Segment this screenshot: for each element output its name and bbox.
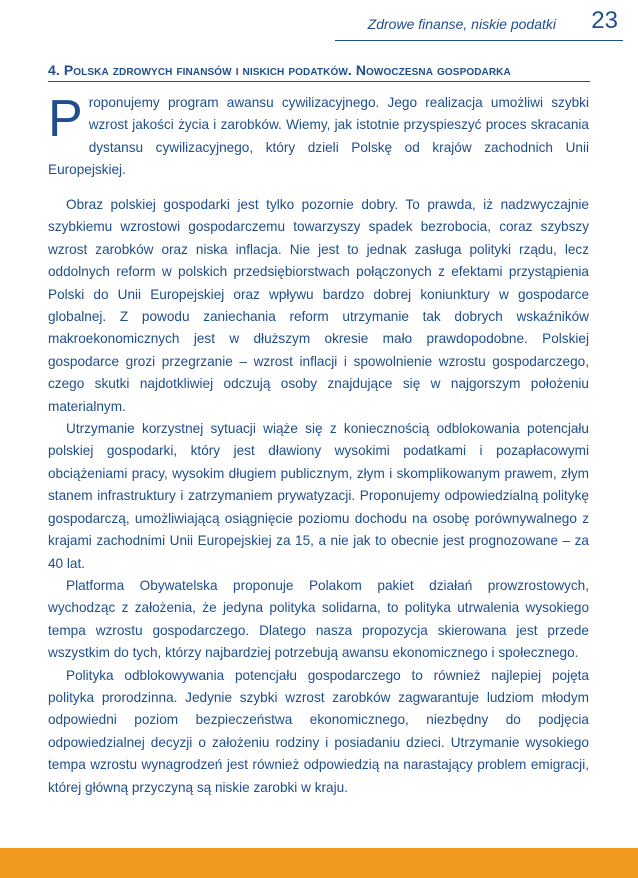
paragraph-5: Polityka odblokowywania potencjału gospodarczego to również najlepiej pojęta polityka prorodzinna. Jedynie szybki wzrost zarobków zagwarantuje ludziom młodym odpowiedni poziom bezpieczeństwa ekonomicznego, niezbędny do podjęcia odpowiedzialnej decyzji o założeniu rodziny i posiadaniu dzieci. Utrzymanie wysokiego tempa wzrostu wynagrodzeń jest również odpowiedzią na narastający problem emigracji, której główną przyczyną są niskie zarobki w kraju. bbox=[48, 667, 589, 795]
footer-bar bbox=[0, 848, 638, 878]
lead-paragraph-text: roponujemy program awansu cywilizacyjnego. Jego realizacja umożliwi szybki wzrost jakości życia i zarobków. Wiemy, jak istotnie przyspieszyć proces skracania dystansu cywilizacyjnego, który dzieli Polskę od krajów zachodnich Unii Europejskiej. bbox=[48, 95, 589, 178]
page-header bbox=[0, 0, 638, 44]
paragraph-spacer bbox=[48, 182, 589, 194]
header-divider bbox=[335, 40, 623, 41]
paragraph-2: Obraz polskiej gospodarki jest tylko pozornie dobry. To prawda, iż nadzwyczajnie szybkiemu wzrostowi gospodarczemu towarzyszy spadek bezrobocia, coraz szybszy wzrost zarobków oraz niska inflacja. Nie jest to jednak zasługa polityki rządu, lecz oddolnych reform w polskich przedsiębiorstwach połączonych z efektami przystąpienia Polski do Unii Europejskiej oraz wpływu bardzo dobrej koniunktury w gospodarce globalnej. Z powodu zaniechania reform utrzymanie tak dobrych wskaźników makroekonomicznych jest w dłuższym okresie mało prawdopodobne. Polskiej gospodarce grozi przegrzanie – wzrost inflacji i spowolnienie wzrostu gospodarczego, czego skutki najdotkliwiej odczują osoby znajdujące się w najgorszym położeniu materialnym. bbox=[48, 197, 589, 414]
drop-cap: P bbox=[48, 90, 83, 148]
article-body bbox=[48, 92, 589, 799]
heading-divider bbox=[48, 81, 590, 82]
lead-paragraph bbox=[48, 92, 589, 182]
paragraph-3: Utrzymanie korzystnej sytuacji wiąże się z koniecznością odblokowania potencjału polskiej gospodarki, który jest dławiony wysokimi podatkami i pozapłacowymi obciążeniami pracy, wysokim długiem publicznym, złym i skomplikowanym prawem, złym stanem infrastruktury i zatrzymaniem prywatyzacji. Proponujemy odpowiedzialną politykę gospodarczą, umożliwiającą osiągnięcie poziomu dochodu na osobę porównywalnego z krajami zachodnimi Unii Europejskiej za 15, a nie jak to obecnie jest prognozowane – za 40 lat. bbox=[48, 421, 589, 571]
running-title: Zdrowe finanse, niskie podatki bbox=[367, 16, 556, 32]
paragraph-4: Platforma Obywatelska proponuje Polakom pakiet działań prowzrostowych, wychodząc z założenia, że jedyna polityka solidarna, to polityka utrwalenia wysokiego tempa wzrostu gospodarczego. Dlatego nasza propozycja skierowana jest przede wszystkim do tych, którzy najbardziej potrzebują awansu ekonomicznego i społecznego. bbox=[48, 577, 589, 661]
section-heading: 4. Polska zdrowych finansów i niskich podatków. Nowoczesna gospodarka bbox=[48, 62, 511, 78]
page-number: 23 bbox=[591, 7, 618, 34]
